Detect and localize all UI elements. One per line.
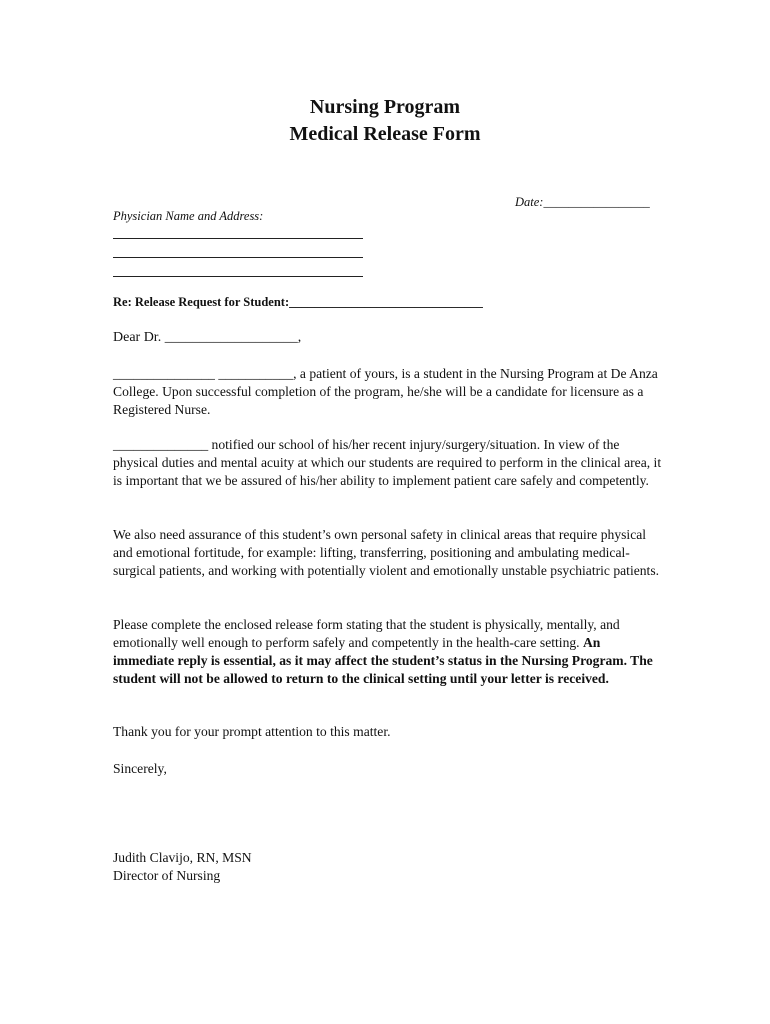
physician-line-3 xyxy=(113,276,363,277)
paragraph-3: We also need assurance of this student’s own personal safety in clinical areas that require physical and emotional fortitude, for example: lifting, transferring, positioning and ambulating medical-surgical patients, and working with potentially violent and emotionally unstable psychiatric patients. xyxy=(113,527,660,578)
physician-line-2 xyxy=(113,257,363,258)
paragraph-4-text: Please complete the enclosed release form stating that the student is physically, mentally, and emotionally well enough to perform safely and competently in the health-care setting. xyxy=(113,617,620,650)
page-title: Nursing Program xyxy=(309,96,461,118)
date-field-label: Date:_________________ xyxy=(515,195,650,209)
closing: Sincerely, xyxy=(113,761,167,776)
physician-label: Physician Name and Address: xyxy=(113,209,264,223)
re-student-line: Re: Release Request for Student:_______________________________ xyxy=(113,295,483,309)
paragraph-4-emphasis: An immediate reply is essential, as it may affect the student’s status in the Nursing Program. The student will not be allowed to return to the clinical setting until your letter is received. xyxy=(113,635,653,686)
thank-you-line: Thank you for your prompt attention to this matter. xyxy=(113,724,391,739)
paragraph-4 xyxy=(113,616,663,688)
signer-title: Director of Nursing xyxy=(113,868,221,883)
greeting: Dear Dr. ___________________, xyxy=(113,330,302,345)
signer-name: Judith Clavijo, RN, MSN xyxy=(113,850,252,865)
physician-line-1 xyxy=(113,238,363,239)
paragraph-2: ______________ notified our school of his/her recent injury/surgery/situation. In view of the physical duties and mental acuity at which our students are required to perform in the clinical area, it is important that we be assured of his/her ability to implement patient care safely and competently. xyxy=(113,437,662,488)
page-subtitle: Medical Release Form xyxy=(289,123,481,145)
paragraph-1: _______________ ___________, a patient of yours, is a student in the Nursing Program at De Anza College. Upon successful completion of the program, he/she will be a candidate for licensure as a Registered Nurse. xyxy=(113,366,658,417)
